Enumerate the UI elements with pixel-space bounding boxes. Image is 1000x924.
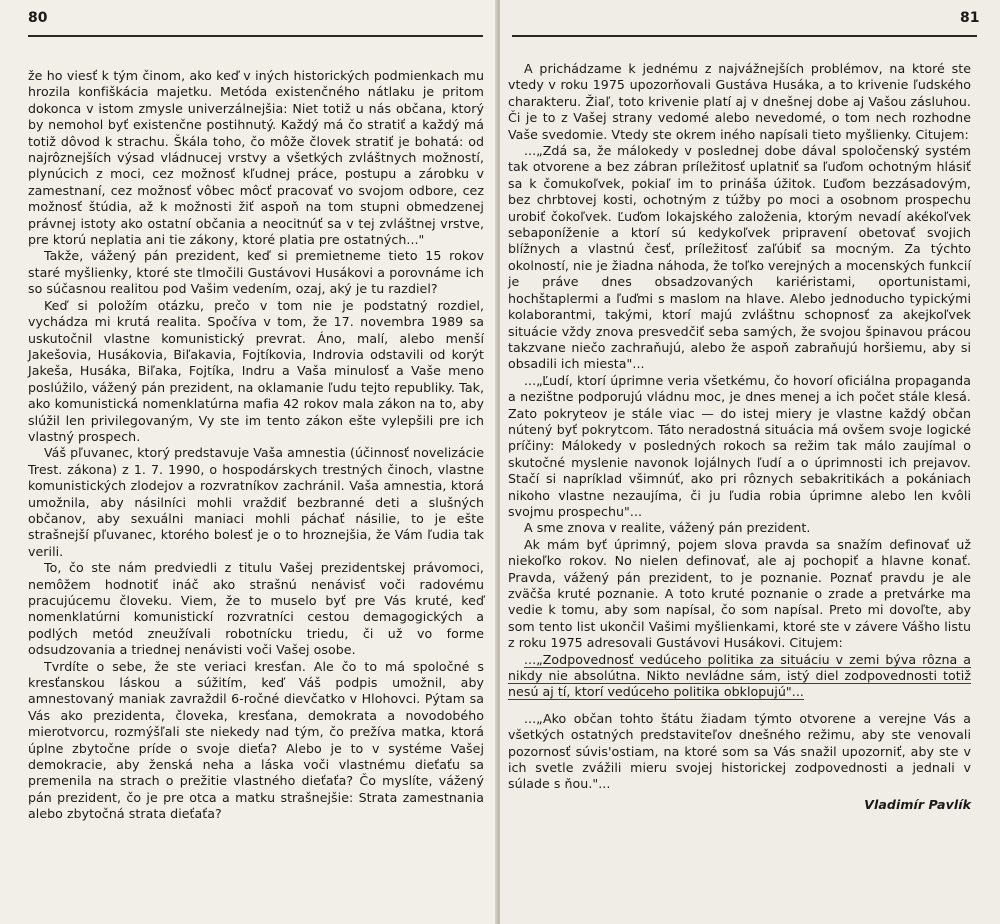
quote-paragraph: ...„Zdá sa, že málokedy v poslednej dobe dával spoločenský systém tak otvorene a bez zábran príležitosť uplatniť sa ľuďom ochotným hlásiť sa k čomukoľvek, pokiaľ im to prináša úžitok. Ľuďom bezzásadovým, bez chrbtovej kosti, ochotným z túžby po moci a osobnom prospechu urobiť čokoľvek. Ľuďom lokajského založenia, ktorým nevadí akékoľvek sebaponíženie a ktorí sú kedykoľvek pripravení obetovať svojich blížnych a vlastnú česť, príležitosť zaľúbiť sa mocným. Za týchto okolností, nie je žiadna náhoda, že toľko verejných a mocenských funkcií je práve dnes obsadzovaných kariéristami, oportunistami, hochštaplermi a ľuďmi s maslom na hlave. Alebo jednoducho typickými kolaborantmi, takými, ktorí majú zvláštnu schopnosť za akejkoľvek situácie vždy znova presvedčiť seba samých, že svojou špinavou prácou takzvane niečo zachraňujú, alebo že aspoň zabraňujú horšiemu, aby si obsadili ich miesta"... [508, 143, 971, 372]
paragraph: Keď si položím otázku, prečo v tom nie je podstatný rozdiel, vychádza mi krutá realita. Spočíva v tom, že 17. novembra 1989 sa uskutočnil vlastne komunistický prevrat. Áno, malí, alebo menší Jakešovia, Husákovia, Biľakavia, Fojtíkovia, Indrovia odstavili od korýt Jakeša, Husáka, Biľaka, Fojtíka, Indru a Vaša minulosť a Vaše meno poslúžilo, vážený pán prezident, na oklamanie ľudu tejto republiky. Tak, ako komunistická nomenklatúrna mafia 42 rokov mala zákon na to, aby slúžil len privilegovaným, Vy ste im tento zákon ešte vylepšili pre ich vlastný prospech. [28, 297, 484, 444]
paragraph: že ho viesť k tým činom, ako keď v iných historických podmienkach mu hrozila konfiškácia majetku. Metóda existenčného nátlaku je pritom dokonca v istom zmysle univerzálnejšia: Niet totiž u nás občana, ktorý by nemohol byť existenčne postihnutý. Každý má čo stratiť a každý má totiž dôvod k strachu. Škála toho, čo môže človek stratiť je bohatá: od najrôznejších výsad vládnucej vrstvy a všetkých zvláštnych možností, plynúcich z moci, cez možnosť kľudnej práce, postupu a zárobku v zamestnaní, cez možnosť vôbec môcť pracovať vo svojom odbore, cez možnosť štúdia, až k možnosti žiť aspoň na tom stupni obmedzenej právnej istoty ako ostatní občania a neocitnúť sa v tej zvláštnej vrstve, pre ktorú neplatia ani tie zákony, ktoré platia pre ostatných..." [28, 68, 484, 248]
underlined-quote [508, 652, 971, 701]
header-rule-left [28, 35, 483, 37]
header-rule-right [512, 35, 977, 37]
pen-underline: ...„Zodpovednosť vedúceho politika za situáciu v zemi býva rôzna a nikdy nie absolútna. Nikto nevládne sám, istý diel zodpovednosti totiž nesú aj tí, ktorí vedúceho politika obklopujú"... [508, 651, 971, 700]
paragraph: To, čo ste nám predviedli z titulu Vašej prezidentskej právomoci, nemôžem hodnotiť ináč ako strašnú nenávisť voči radovému pracujúcemu človeku. Viem, že to muselo byť pre Vás kruté, keď nomenklatúrni komunistickí rozvratníci cestou demagogických a podlých metód zneužívali robotnícku triedu, či už vo forme odsudzovania a triednej nenávisti voči Vašej osobe. [28, 560, 484, 658]
paragraph: Ak mám byť úprimný, pojem slova pravda sa snažím definovať už niekoľko rokov. No nielen definovať, ale aj pochopiť a hlavne konať. Pravda, vážený pán prezident, to je poznanie. Poznať pravdu je ale zväčša kruté poznanie. A toto kruté poznanie o zrade a pretvárke ma vedie k tomu, aby som napísal, čo som napísal. Preto mi dovoľte, aby som tento list ukončil Vašimi myšlienkami, ktoré ste v závere Vášho listu z roku 1975 adresovali Gustávovi Husákovi. Citujem: [508, 536, 971, 651]
left-page [0, 0, 497, 924]
author-signature: Vladimír Pavlík [864, 796, 971, 812]
page-number-right: 81 [960, 10, 980, 26]
paragraph: Tvrdíte o sebe, že ste veriaci kresťan. Ale čo to má spoločné s kresťanskou láskou a súžitím, keď Váš podpis umožnil, aby amnestovaný maniak zavraždil 6-ročné dievčatko v Hlohovci. Pýtam sa Vás ako prezidenta, človeka, kresťana, demokrata a novodobého mierotvorcu, rozmýšľali ste niekedy nad tým, čo prežíva matka, ktorá úplne zbytočne príde o svoje dieťa? Alebo je to v systéme Vašej demokracie, aby ženská neha a láska voči vlastnému dieťaťu sa premenila na strach o prežitie vlastného dieťaťa? Čo myslíte, vážený pán prezident, čo je pre otca a matku strašnejšie: Strata zamestnania alebo zbytočná strata dieťaťa? [28, 658, 484, 822]
paragraph: A prichádzame k jednému z najvážnejších problémov, na ktoré ste vtedy v roku 1975 upozorňovali Gustáva Husáka, a to krivenie ľudského charakteru. Žiaľ, toto krivenie platí aj v dnešnej dobe aj Vašou zásluhou. Či je to z Vašej strany vedomé alebo nevedomé, o tom nech rozhodne Vaše svedomie. Vtedy ste okrem iného napísali tieto myšlienky. Citujem: [508, 61, 971, 142]
page-number-left: 80 [28, 10, 48, 26]
paragraph: Takže, vážený pán prezident, keď si premietneme tieto 15 rokov staré myšlienky, ktoré ste tlmočili Gustávovi Husákovi a porovnáme ich so súčasnou realitou pod Vašim vedením, ozaj, aký je tu razdiel? [28, 248, 484, 297]
spacer [508, 701, 971, 711]
quote-paragraph: ...„Ako občan tohto štátu žiadam týmto otvorene a verejne Vás a všetkých ostatných predstaviteľov dnešného režimu, aby ste venovali pozornosť súvis'ostiam, na ktoré som sa Vás snažil upozorniť, aby ste v ich svetle zvážili mieru svojej historickej zodpovednosti a jednali v súlade s ňou."... [508, 710, 971, 792]
quote-paragraph: ...„Ľudí, ktorí úprimne veria všetkému, čo hovorí oficiálna propaganda a nezištne podporujú vládnu moc, je dnes menej a ich počet stále klesá. Zato pokryteov je stále viac — do istej miery je vlastne každý občan nútený byť pokrytcom. Táto neradostná situácia má ovšem svoje logické príčiny: Málokedy v posledných rokoch sa režim tak málo zaujímal o skutočné myslenie navonok lojálnych ľudí a o úprimnosti ich prejavov. Stačí si napríklad všimnúť, ako pri rôznych sebakritikách a pokániach nikoho vlastne nezaujíma, či ju ľudia robia úprimne alebo len kvôli svojmu prospechu"... [508, 372, 971, 519]
paragraph: A sme znova v realite, vážený pán prezident. [524, 520, 811, 536]
right-page [500, 0, 1000, 924]
left-column [28, 68, 484, 823]
right-column [508, 61, 971, 813]
paragraph: Váš pľuvanec, ktorý predstavuje Vaša amnestia (účinnosť novelizácie Trest. zákona) z 1. 7. 1990, o hospodárskych trestných činoch, vlastne komunistických zlodejov a rozvratníkov zachránil. Vaša amnestia, ktorá umožnila, aby násilníci mohli vraždiť bezbranné deti a slušných občanov, aby sexuálni maniaci mohli páchať násilie, to je ešte strašnejší pľuvanec, ktorého bolesť je o to hroznejšia, že Vám ľudia tak verili. [28, 445, 484, 559]
